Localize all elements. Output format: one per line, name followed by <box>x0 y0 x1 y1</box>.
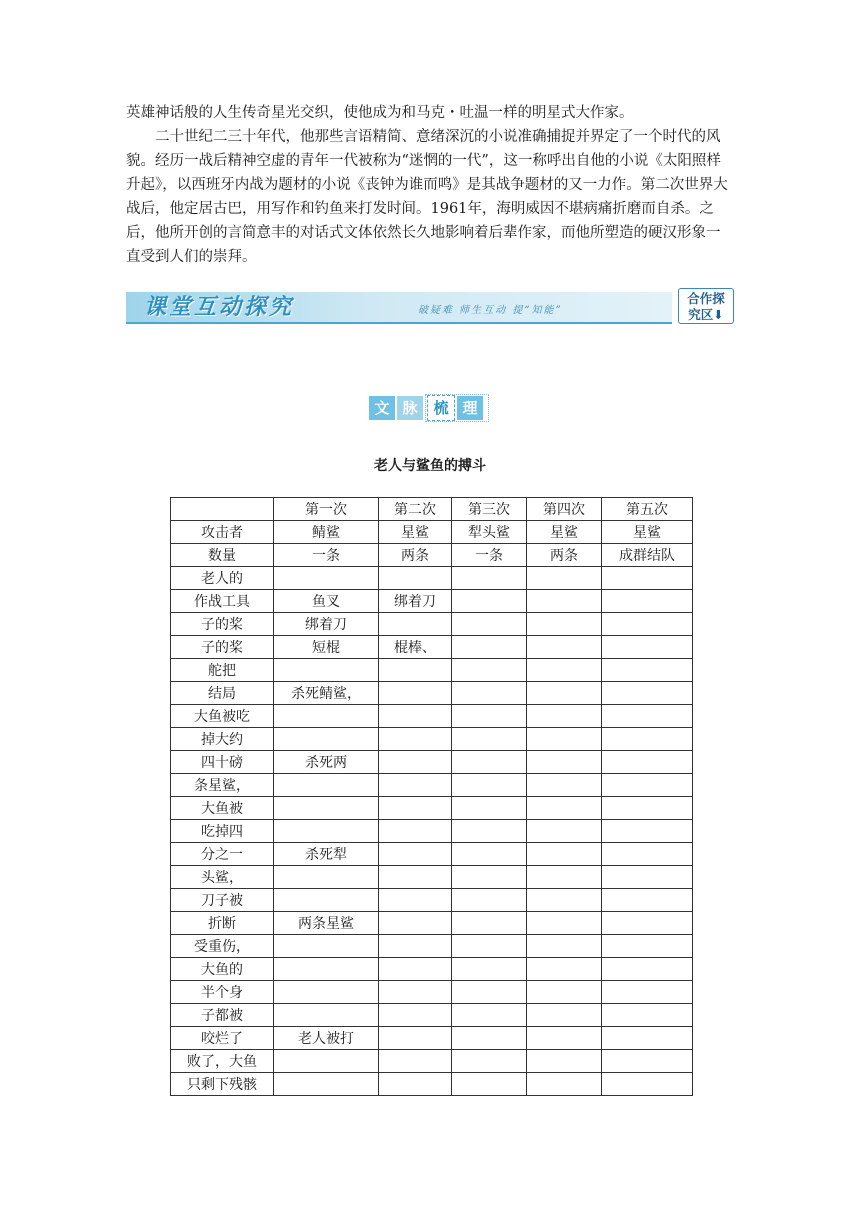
table-cell <box>527 912 602 935</box>
badge-line-2: 究区⬇ <box>688 307 724 322</box>
table-cell <box>274 889 379 912</box>
table-cell: 大鱼被吃 <box>171 705 274 728</box>
table-cell: 刀子被 <box>171 889 274 912</box>
table-header-cell: 第一次 <box>274 498 379 521</box>
banner-subtitle: 破疑难 师生互动 提“知能” <box>418 305 563 316</box>
table-cell: 分之一 <box>171 843 274 866</box>
table-cell <box>274 820 379 843</box>
table-cell: 咬烂了 <box>171 1027 274 1050</box>
table-cell <box>527 935 602 958</box>
table-row <box>171 797 693 820</box>
table-cell <box>602 1004 693 1027</box>
table-cell: 棍棒、 <box>379 636 452 659</box>
table-cell: 作战工具 <box>171 590 274 613</box>
table-cell: 鲭鲨 <box>274 521 379 544</box>
table-cell <box>452 636 527 659</box>
table-cell <box>527 866 602 889</box>
table-cell: 绑着刀 <box>379 590 452 613</box>
table-cell <box>527 981 602 1004</box>
table-cell <box>602 1027 693 1050</box>
table-cell <box>379 567 452 590</box>
table-cell <box>379 935 452 958</box>
table-cell <box>452 935 527 958</box>
table-cell <box>379 866 452 889</box>
heading-char-4: 理 <box>457 396 483 420</box>
table-cell: 星鲨 <box>379 521 452 544</box>
table-cell: 星鲨 <box>527 521 602 544</box>
table-cell <box>602 820 693 843</box>
table-cell <box>602 958 693 981</box>
table-cell <box>452 797 527 820</box>
table-row <box>171 636 693 659</box>
table-cell <box>274 659 379 682</box>
table-row <box>171 866 693 889</box>
table-cell <box>527 1004 602 1027</box>
table-cell <box>452 613 527 636</box>
table-cell <box>452 958 527 981</box>
table-cell: 杀死犁 <box>274 843 379 866</box>
table-cell: 子的桨 <box>171 613 274 636</box>
table-cell: 大鱼的 <box>171 958 274 981</box>
table-cell <box>452 567 527 590</box>
table-row <box>171 613 693 636</box>
table-cell: 舵把 <box>171 659 274 682</box>
table-cell <box>274 774 379 797</box>
table-cell <box>452 1027 527 1050</box>
table-cell <box>602 590 693 613</box>
table-cell <box>379 705 452 728</box>
table-cell <box>452 682 527 705</box>
heading-char-1: 文 <box>369 396 395 420</box>
table-cell: 结局 <box>171 682 274 705</box>
table-cell <box>527 567 602 590</box>
heading-char-3: 梳 <box>427 395 455 421</box>
table-cell <box>452 728 527 751</box>
table-cell <box>452 774 527 797</box>
table-cell <box>602 751 693 774</box>
table-cell <box>274 1073 379 1096</box>
table-row <box>171 659 693 682</box>
table-cell: 败了，大鱼 <box>171 1050 274 1073</box>
table-row <box>171 1050 693 1073</box>
table-cell <box>379 843 452 866</box>
table-cell <box>379 1027 452 1050</box>
table-cell <box>274 1004 379 1027</box>
table-cell <box>527 797 602 820</box>
table-cell: 数量 <box>171 544 274 567</box>
table-cell <box>527 1073 602 1096</box>
table-cell: 一条 <box>274 544 379 567</box>
table-cell <box>527 659 602 682</box>
table-cell <box>452 820 527 843</box>
table-header-cell: 第三次 <box>452 498 527 521</box>
table-cell <box>452 889 527 912</box>
table-cell <box>527 1027 602 1050</box>
table-cell <box>274 1050 379 1073</box>
table-cell <box>527 728 602 751</box>
intro-paragraph-2: 二十世纪二三十年代，他那些言语精简、意绪深沉的小说准确捕捉并界定了一个时代的风貌。经历一战后精神空虚的青年一代被称为“迷惘的一代”，这一称呼出自他的小说《太阳照样升起》，以西班牙内战为题材的小说《丧钟为谁而鸣》是其战争题材的又一力作。第二次世界大战后，他定居古巴，用写作和钓鱼来打发时间。1961年，海明威因不堪病痛折磨而自杀。之后，他所开创的言简意丰的对话式文体依然长久地影响着后辈作家，而他所塑造的硬汉形象一直受到人们的崇拜。 <box>126 129 728 265</box>
table-cell <box>602 843 693 866</box>
table-cell <box>379 797 452 820</box>
table-cell <box>602 935 693 958</box>
section-banner <box>126 288 734 328</box>
table-cell <box>602 774 693 797</box>
table-cell <box>527 751 602 774</box>
table-cell <box>527 889 602 912</box>
table-row <box>171 843 693 866</box>
table-cell <box>527 1050 602 1073</box>
table-cell <box>379 728 452 751</box>
table-header-cell: 第二次 <box>379 498 452 521</box>
table-cell <box>602 889 693 912</box>
table-cell <box>274 728 379 751</box>
table-row <box>171 1073 693 1096</box>
table-cell <box>274 981 379 1004</box>
intro-paragraph-1: 英雄神话般的人生传奇星光交织，使他成为和马克・吐温一样的明星式大作家。 <box>126 105 634 121</box>
table-cell: 短棍 <box>274 636 379 659</box>
table-cell <box>452 866 527 889</box>
table-row <box>171 981 693 1004</box>
table-cell: 犁头鲨 <box>452 521 527 544</box>
table-cell <box>527 820 602 843</box>
table-cell: 鱼叉 <box>274 590 379 613</box>
table-cell <box>379 1050 452 1073</box>
table-row <box>171 774 693 797</box>
table-cell <box>379 981 452 1004</box>
table-cell <box>452 1004 527 1027</box>
table-cell <box>274 866 379 889</box>
banner-title: 课堂互动探究 <box>144 294 295 320</box>
table-cell: 吃掉四 <box>171 820 274 843</box>
table-header-cell: 第四次 <box>527 498 602 521</box>
table-cell: 四十磅 <box>171 751 274 774</box>
table-cell <box>452 843 527 866</box>
table-header-cell: 第五次 <box>602 498 693 521</box>
table-cell: 半个身 <box>171 981 274 1004</box>
table-header-row <box>171 498 693 521</box>
table-cell: 子都被 <box>171 1004 274 1027</box>
badge-line-1: 合作探 <box>687 291 725 306</box>
table-row <box>171 1027 693 1050</box>
table-header-cell <box>171 498 274 521</box>
table-cell <box>602 728 693 751</box>
table-cell <box>274 958 379 981</box>
table-cell <box>527 636 602 659</box>
table-cell: 条星鲨， <box>171 774 274 797</box>
table-cell: 绑着刀 <box>274 613 379 636</box>
table-cell <box>379 682 452 705</box>
table-cell <box>602 1050 693 1073</box>
table-cell <box>602 912 693 935</box>
table-cell <box>379 613 452 636</box>
table-cell <box>452 912 527 935</box>
heading-char-2: 脉 <box>397 396 423 420</box>
table-cell <box>602 705 693 728</box>
table-cell <box>379 1004 452 1027</box>
table-cell: 老人被打 <box>274 1027 379 1050</box>
table-row <box>171 590 693 613</box>
table-cell <box>527 705 602 728</box>
table-cell: 受重伤， <box>171 935 274 958</box>
table-cell <box>452 751 527 774</box>
table-cell: 一条 <box>452 544 527 567</box>
table-cell: 子的桨 <box>171 636 274 659</box>
table-cell <box>602 567 693 590</box>
table-cell <box>602 659 693 682</box>
table-cell: 杀死鲭鲨， <box>274 682 379 705</box>
table-cell <box>274 797 379 820</box>
table-cell <box>452 1073 527 1096</box>
table-row <box>171 820 693 843</box>
table-cell: 折断 <box>171 912 274 935</box>
table-row <box>171 728 693 751</box>
table-cell <box>379 751 452 774</box>
table-cell: 两条 <box>379 544 452 567</box>
table-cell <box>602 613 693 636</box>
table-cell: 成群结队 <box>602 544 693 567</box>
table-cell: 头鲨， <box>171 866 274 889</box>
table-cell <box>274 567 379 590</box>
table-cell <box>452 1050 527 1073</box>
table-cell: 星鲨 <box>602 521 693 544</box>
table-row <box>171 889 693 912</box>
table-cell <box>527 613 602 636</box>
table-cell <box>452 590 527 613</box>
table-row <box>171 567 693 590</box>
table-cell <box>452 705 527 728</box>
table-row <box>171 751 693 774</box>
table-row <box>171 682 693 705</box>
table-cell <box>527 843 602 866</box>
table-cell <box>379 958 452 981</box>
table-cell <box>602 636 693 659</box>
table-cell <box>602 981 693 1004</box>
table-cell <box>379 774 452 797</box>
table-cell <box>527 590 602 613</box>
table-cell <box>602 866 693 889</box>
table-cell: 两条 <box>527 544 602 567</box>
table-row <box>171 544 693 567</box>
table-cell <box>379 1073 452 1096</box>
table-title: 老人与鲨鱼的搏斗 <box>374 458 486 474</box>
table-cell <box>527 958 602 981</box>
table-cell <box>274 935 379 958</box>
table-cell <box>452 659 527 682</box>
table-cell: 大鱼被 <box>171 797 274 820</box>
table-cell <box>602 797 693 820</box>
table-cell <box>602 682 693 705</box>
table-row <box>171 912 693 935</box>
table-cell: 只剩下残骸 <box>171 1073 274 1096</box>
table-cell <box>379 912 452 935</box>
table-cell: 老人的 <box>171 567 274 590</box>
table-cell <box>602 1073 693 1096</box>
table-cell <box>379 820 452 843</box>
table-row <box>171 521 693 544</box>
cooperation-area-badge[interactable] <box>678 288 734 324</box>
table-cell: 两条星鲨 <box>274 912 379 935</box>
table-cell: 掉大约 <box>171 728 274 751</box>
section-heading <box>369 394 489 422</box>
table-row <box>171 935 693 958</box>
table-row <box>171 705 693 728</box>
table-cell <box>274 705 379 728</box>
table-cell <box>527 774 602 797</box>
table-cell: 攻击者 <box>171 521 274 544</box>
table-cell <box>452 981 527 1004</box>
table-cell <box>379 659 452 682</box>
table-cell <box>379 889 452 912</box>
table-cell <box>527 682 602 705</box>
table-row <box>171 958 693 981</box>
table-row <box>171 1004 693 1027</box>
table-cell: 杀死两 <box>274 751 379 774</box>
battle-table <box>170 497 693 1096</box>
